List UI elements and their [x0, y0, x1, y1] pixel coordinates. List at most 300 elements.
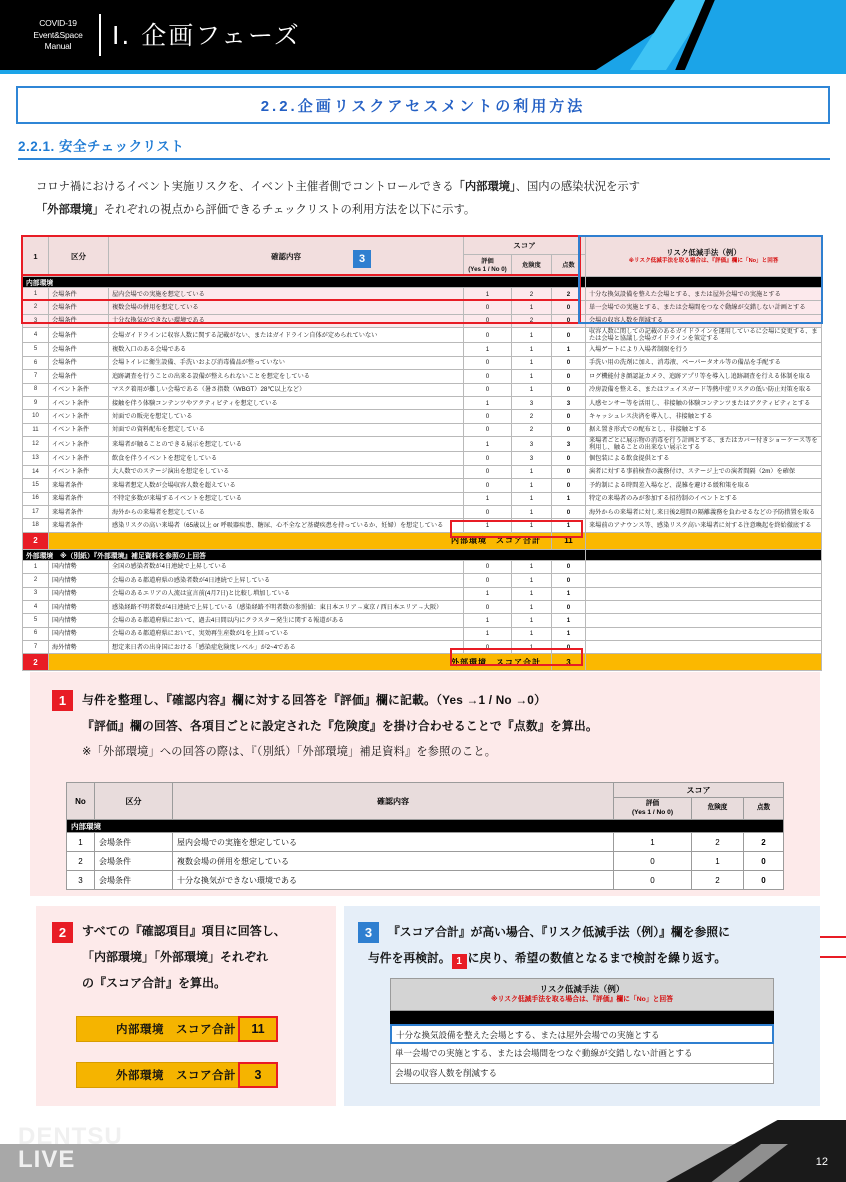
internal-total-row	[23, 532, 822, 549]
table-row	[23, 560, 822, 573]
cell-mitigation	[586, 627, 822, 640]
cell-content: 複数会場の併用を想定している	[109, 301, 464, 314]
cell-risk: 1	[511, 479, 551, 492]
cell-points: 0	[551, 383, 585, 396]
cell-kubun: 来場者条件	[49, 492, 109, 505]
cell-kubun: 会場条件	[95, 833, 173, 852]
cell-points: 1	[551, 627, 585, 640]
cell-content: 感染リスクの高い来場者（65歳以上 or 呼吸器疾患、糖尿、心不全など基礎疾患を持っているか、妊婦）を想定している	[109, 519, 464, 532]
cell-no: 7	[23, 370, 49, 383]
cell-no: 1	[23, 288, 49, 301]
cell-kubun: 国内情勢	[49, 614, 109, 627]
eval-sub-label: (Yes 1 / No 0)	[468, 265, 507, 273]
mitigation-row: 単一会場での実施とする、または会場間をつなぐ動線が交錯しない計画とする	[390, 1044, 774, 1064]
mitigation-box-title: リスク低減手法（例）	[539, 984, 625, 994]
cell-points: 0	[551, 465, 585, 478]
example-table-row	[67, 833, 784, 852]
cell-points: 1	[551, 519, 585, 532]
table-row	[23, 314, 822, 327]
cell-kubun: 来場者条件	[49, 479, 109, 492]
table-row	[23, 492, 822, 505]
risk-checklist-table	[22, 236, 822, 671]
cell-points: 1	[551, 492, 585, 505]
external-total-label: 外部環境 スコア合計	[49, 654, 552, 671]
cell-kubun: 国内情勢	[49, 627, 109, 640]
table-row	[23, 288, 822, 301]
badge-line-1: COVID-19	[39, 18, 77, 29]
cell-content: 十分な換気ができない環境である	[173, 871, 614, 890]
cell-content: 会場のある都道府県において、実効再生産数が1を上回っている	[109, 627, 464, 640]
cell-content: 大人数でのステージ演出を想定をしている	[109, 465, 464, 478]
cell-mitigation	[586, 574, 822, 587]
cell-risk: 2	[511, 314, 551, 327]
cell-kubun: イベント条件	[49, 465, 109, 478]
cell-content: 飲食を伴うイベントを想定をしている	[109, 452, 464, 465]
cell-points: 0	[744, 852, 784, 871]
cell-points: 0	[551, 641, 585, 654]
cell-no: 6	[23, 627, 49, 640]
cell-no: 2	[23, 574, 49, 587]
cell-mitigation: 人感センサー等を活用し、非接触の体験コンテンツまたはアクティビティとする	[586, 396, 822, 409]
cell-points: 0	[551, 574, 585, 587]
cell-no: 13	[23, 452, 49, 465]
cell-kubun: 国内情勢	[49, 587, 109, 600]
cell-risk: 2	[511, 410, 551, 423]
cell-points: 0	[551, 560, 585, 573]
cell-content: 追跡調査を行うことの出来る設備が整えられないことを想定をしている	[109, 370, 464, 383]
step-2-line-3: の『スコア合計』を算出。	[82, 976, 227, 990]
external-env-label: 外部環境 ※（別紙）『外部環境』補足資料を参照の上回答	[23, 549, 586, 560]
cell-no: 2	[23, 301, 49, 314]
cell-eval: 0	[463, 465, 511, 478]
table-row	[23, 396, 822, 409]
table-header-row-1	[23, 237, 822, 255]
col-header-kubun: 区分	[49, 237, 109, 277]
cell-no: 1	[67, 833, 95, 852]
cell-points: 1	[551, 614, 585, 627]
step-3-mitigation-box	[390, 978, 774, 1084]
internal-total-blank	[586, 532, 822, 549]
cell-points: 2	[551, 288, 585, 301]
cell-eval: 0	[463, 574, 511, 587]
cell-eval: 1	[463, 614, 511, 627]
cell-no: 7	[23, 641, 49, 654]
table-row	[23, 452, 822, 465]
cell-no: 18	[23, 519, 49, 532]
cell-mitigation: 来場前のアナウンス等、感染リスク高い来場者に対する注意喚起を終始徹底する	[586, 519, 822, 532]
cell-content: 屋内会場での実施を想定している	[173, 833, 614, 852]
step-3-line-2	[368, 949, 726, 969]
cell-eval: 0	[463, 370, 511, 383]
cell-mitigation: 会場の収容人数を削減する	[586, 314, 822, 327]
cell-risk: 2	[692, 833, 744, 852]
lead-text-2: 、国内の感染状況を示す	[515, 181, 640, 193]
cell-risk: 3	[511, 396, 551, 409]
cell-kubun: 会場条件	[49, 356, 109, 369]
mitigation-box-note: ※リスク低減手法を取る場合は、『評価』欄に「No」と回答	[490, 996, 674, 1004]
cell-no: 12	[23, 437, 49, 452]
section-title: 2.2.企画リスクアセスメントの利用方法	[260, 97, 586, 115]
cell-risk: 1	[511, 343, 551, 356]
cell-mitigation	[586, 587, 822, 600]
step-1-line-3: ※「外部環境」への回答の際は、『（別紙）「外部環境」補足資料』を参照のこと。	[82, 746, 497, 758]
cell-risk: 1	[511, 574, 551, 587]
example-band	[67, 820, 784, 833]
mitigation-row: 会場の収容人数を削減する	[390, 1064, 774, 1084]
cell-risk: 1	[511, 600, 551, 613]
cell-no: 5	[23, 343, 49, 356]
example-col-no: No	[67, 783, 95, 820]
cell-eval: 0	[463, 356, 511, 369]
cell-content: 不特定多数が来場するイベントを想定している	[109, 492, 464, 505]
cell-no: 2	[67, 852, 95, 871]
example-col-eval	[614, 798, 692, 820]
table-row	[23, 479, 822, 492]
cell-content: 対面での販売を想定している	[109, 410, 464, 423]
cell-mitigation	[586, 560, 822, 573]
step-2-line-2: 「内部環境」「外部環境」それぞれ	[82, 950, 269, 964]
badge-line-3: Manual	[44, 41, 72, 52]
manual-badge	[24, 10, 92, 60]
cell-risk: 1	[511, 519, 551, 532]
cell-mitigation: 演者に対する事前検査の義務付け、ステージ上での演者間隔（2m）を確保	[586, 465, 822, 478]
internal-score-pill: 内部環境 スコア合計	[76, 1016, 276, 1042]
step-2-panel	[36, 906, 336, 1106]
internal-env-label: 内部環境	[23, 277, 586, 288]
cell-points: 0	[744, 871, 784, 890]
cell-risk: 1	[511, 465, 551, 478]
cell-eval: 1	[463, 437, 511, 452]
cell-eval: 1	[463, 519, 511, 532]
cell-no: 6	[23, 356, 49, 369]
step-3-inline-tag: 1	[452, 954, 467, 969]
cell-mitigation: 冷房設備を整える、またはフェイスガード等熱中症リスクの低い防止対策を取る	[586, 383, 822, 396]
cell-points: 1	[551, 587, 585, 600]
cell-mitigation: 個包装による飲食提供とする	[586, 452, 822, 465]
step-3-line-2-a: 与件を再検討。	[368, 951, 451, 965]
cell-risk: 1	[511, 587, 551, 600]
cell-eval: 1	[463, 492, 511, 505]
example-header-row-1	[67, 783, 784, 798]
table-row	[23, 343, 822, 356]
table-row	[23, 301, 822, 314]
cell-mitigation: ログ機能付き顔認証カメラ、追跡アプリ等を導入し追跡調査を行える体制を取る	[586, 370, 822, 383]
external-total-value: 3	[551, 654, 585, 671]
header-underline	[0, 70, 846, 74]
cell-kubun: 国内情勢	[49, 600, 109, 613]
brand-logo	[18, 1123, 123, 1173]
mitigation-box-header	[390, 978, 774, 1011]
cell-content: 接触を伴う体験コンテンツやアクティビティを想定している	[109, 396, 464, 409]
cell-eval: 0	[614, 852, 692, 871]
lead-text-3: それぞれの視点から評価できるチェックリストの利用方法を以下に示す。	[103, 203, 476, 216]
cell-content: 感染経路不明者数が4日連続で上昇している（感染経路不明者数の参照値：東日本エリア→東京 / 西日本エリア→大阪）	[109, 600, 464, 613]
col-header-score-group: スコア	[463, 237, 585, 255]
step-2-tag: 2	[52, 922, 73, 943]
cell-no: 3	[23, 314, 49, 327]
cell-eval: 0	[463, 410, 511, 423]
example-table-row	[67, 852, 784, 871]
cell-content: 対面での資料配布を想定している	[109, 423, 464, 436]
cell-risk: 1	[511, 370, 551, 383]
table-row	[23, 437, 822, 452]
internal-score-pill-value: 11	[238, 1016, 278, 1042]
example-eval-sub: (Yes 1 / No 0)	[631, 808, 674, 816]
cell-mitigation: 来場者ごとに展示物の消毒を行う計画とする、またはカバー付きショーケース等を利用し、触ることの出来ない展示とする	[586, 437, 822, 452]
step-3-tag: 3	[358, 922, 379, 943]
page-footer	[0, 1120, 846, 1182]
cell-mitigation	[586, 600, 822, 613]
cell-content: 来場者が触ることのできる展示を想定している	[109, 437, 464, 452]
cell-eval: 1	[463, 288, 511, 301]
table-row	[23, 587, 822, 600]
table-row	[23, 614, 822, 627]
step-1-tag: 1	[52, 690, 73, 711]
cell-points: 0	[551, 356, 585, 369]
example-col-pt: 点数	[744, 798, 784, 820]
lead-bold-external: 「外部環境」	[36, 203, 104, 216]
example-table-row	[67, 871, 784, 890]
page-header	[0, 0, 846, 70]
col-header-risk: 危険度	[511, 255, 551, 277]
cell-eval: 0	[463, 641, 511, 654]
cell-points: 0	[551, 479, 585, 492]
cell-points: 0	[551, 328, 585, 343]
table-row	[23, 356, 822, 369]
cell-points: 3	[551, 396, 585, 409]
mitigation-band-2	[586, 549, 822, 560]
cell-points: 0	[551, 600, 585, 613]
cell-risk: 2	[692, 871, 744, 890]
col-header-content: 確認内容	[109, 237, 464, 277]
cell-kubun: イベント条件	[49, 410, 109, 423]
cell-risk: 1	[511, 301, 551, 314]
cell-no: 3	[23, 587, 49, 600]
page-number: 12	[815, 1156, 828, 1168]
table-row	[23, 574, 822, 587]
cell-kubun: 来場者条件	[49, 519, 109, 532]
cell-eval: 0	[463, 479, 511, 492]
step-1-line-1: 与件を整理し、『確認内容』欄に対する回答を『評価』欄に記載。（Yes →1 / No →0）	[82, 693, 547, 707]
cell-content: 十分な換気ができない環境である	[109, 314, 464, 327]
callout-tag-3: 3	[353, 250, 371, 268]
cell-no: 3	[67, 871, 95, 890]
cell-points: 0	[551, 314, 585, 327]
brand-logo-line-1: DENTSU	[18, 1123, 123, 1150]
table-row	[23, 505, 822, 518]
cell-kubun: 会場条件	[49, 328, 109, 343]
cell-no: 1	[23, 560, 49, 573]
cell-kubun: 海外情勢	[49, 641, 109, 654]
mitigation-note: ※リスク低減手法を取る場合は、『評価』欄に「No」と回答	[628, 257, 779, 264]
table-row	[23, 600, 822, 613]
table-row	[23, 370, 822, 383]
cell-points: 3	[551, 437, 585, 452]
cell-content: 会場のあるエリアの人流は宣言前(4月7日)と比較し増加している	[109, 587, 464, 600]
external-env-band	[23, 549, 822, 560]
cell-points: 0	[551, 452, 585, 465]
internal-total-label: 内部環境 スコア合計	[49, 532, 552, 549]
table-row	[23, 423, 822, 436]
example-col-risk: 危険度	[692, 798, 744, 820]
cell-kubun: 会場条件	[49, 288, 109, 301]
lead-bold-internal: 「内部環境」	[453, 181, 516, 193]
cell-mitigation: 収容人数に関しての記載のあるガイドラインを運用しているに会場に変更する、または会場と協議し会場ガイドラインを策定する	[586, 328, 822, 343]
cell-kubun: 会場条件	[49, 370, 109, 383]
cell-kubun: 国内情勢	[49, 560, 109, 573]
cell-risk: 1	[511, 614, 551, 627]
step-1-line-2: 『評価』欄の回答、各項目ごとに設定された『危険度』を掛け合わせることで『点数』を算出。	[82, 719, 598, 733]
external-score-pill-value: 3	[238, 1062, 278, 1088]
cell-mitigation: 入場ゲートにより入場者制限を行う	[586, 343, 822, 356]
cell-content: 全国の感染者数が4日連続で上昇している	[109, 560, 464, 573]
cell-content: マスク着用が難しい会場である（暑さ指数（WBGT）28℃以上など）	[109, 383, 464, 396]
cell-eval: 0	[463, 383, 511, 396]
cell-content: 複数会場の併用を想定している	[173, 852, 614, 871]
cell-risk: 1	[511, 505, 551, 518]
cell-eval: 1	[463, 343, 511, 356]
cell-points: 0	[551, 423, 585, 436]
cell-risk: 2	[511, 423, 551, 436]
cell-content: 会場のある都道府県において、過去4日間以内にクラスター発生に関する報道がある	[109, 614, 464, 627]
cell-points: 1	[551, 343, 585, 356]
internal-total-value: 11	[551, 532, 585, 549]
cell-no: 17	[23, 505, 49, 518]
cell-mitigation: 特定の来場者のみが参加する招待制のイベントとする	[586, 492, 822, 505]
table-row	[23, 465, 822, 478]
cell-points: 0	[551, 301, 585, 314]
cell-risk: 1	[511, 492, 551, 505]
cell-kubun: 会場条件	[95, 871, 173, 890]
cell-risk: 1	[692, 852, 744, 871]
example-band-label: 内部環境	[67, 820, 784, 833]
cell-mitigation: 予約制による時間差入場など、混雑を避ける緩和策を取る	[586, 479, 822, 492]
example-eval-label: 評価	[645, 799, 660, 807]
cell-content: 会場ガイドラインに収容人数に関する記載がない、またはガイドライン自体が定められていない	[109, 328, 464, 343]
callout-tag-2-external: 2	[23, 654, 49, 671]
cell-no: 11	[23, 423, 49, 436]
cell-risk: 1	[511, 641, 551, 654]
cell-points: 0	[551, 410, 585, 423]
cell-kubun: 国内情勢	[49, 574, 109, 587]
header-diagonal-accent	[596, 0, 846, 70]
cell-content: 想定来日者の出身国における「感染症危険度レベル」が2~4である	[109, 641, 464, 654]
badge-line-2: Event&Space	[33, 29, 83, 40]
cell-eval: 1	[463, 587, 511, 600]
cell-no: 4	[23, 328, 49, 343]
mitigation-row: 十分な換気設備を整えた会場とする、または屋外会場での実施とする	[390, 1024, 774, 1044]
cell-eval: 0	[463, 423, 511, 436]
cell-content: 会場トイレに衛生設備、手洗いおよび消毒備品が整っていない	[109, 356, 464, 369]
step-2-line-1: すべての『確認項目』項目に回答し、	[82, 924, 286, 938]
cell-kubun: イベント条件	[49, 452, 109, 465]
example-col-score: スコア	[614, 783, 784, 798]
cell-risk: 3	[511, 437, 551, 452]
cell-eval: 0	[463, 452, 511, 465]
cell-mitigation: 据え置き形式での配布とし、非接触とする	[586, 423, 822, 436]
cell-content: 海外からの来場者を想定している	[109, 505, 464, 518]
table-row	[23, 641, 822, 654]
step-1-example-table	[66, 782, 784, 890]
cell-kubun: イベント条件	[49, 383, 109, 396]
cell-kubun: 会場条件	[49, 301, 109, 314]
cell-content: 屋内会場での実施を想定している	[109, 288, 464, 301]
external-total-row	[23, 654, 822, 671]
cell-kubun: イベント条件	[49, 437, 109, 452]
cell-mitigation: 十分な換気設備を整えた会場とする、または屋外会場での実施とする	[586, 288, 822, 301]
mitigation-box-band	[390, 1011, 774, 1024]
cell-kubun: 来場者条件	[49, 505, 109, 518]
cell-no: 16	[23, 492, 49, 505]
cell-risk: 1	[511, 560, 551, 573]
table-row	[23, 519, 822, 532]
cell-points: 0	[551, 370, 585, 383]
cell-kubun: イベント条件	[49, 423, 109, 436]
cell-mitigation: 手洗い用の洗剤に加え、消毒液、ペーパータオル等の備品を手配する	[586, 356, 822, 369]
table-row	[23, 627, 822, 640]
example-col-content: 確認内容	[173, 783, 614, 820]
cell-eval: 0	[463, 314, 511, 327]
cell-no: 10	[23, 410, 49, 423]
cell-eval: 0	[463, 560, 511, 573]
cell-risk: 1	[511, 383, 551, 396]
section-title-box	[16, 86, 830, 124]
cell-points: 2	[744, 833, 784, 852]
table-row	[23, 383, 822, 396]
cell-risk: 2	[511, 288, 551, 301]
cell-kubun: 会場条件	[49, 343, 109, 356]
cell-no: 4	[23, 600, 49, 613]
cell-mitigation	[586, 641, 822, 654]
callout-tag-1: 1	[23, 237, 49, 277]
page-title: Ⅰ. 企画フェーズ	[112, 21, 301, 50]
cell-eval: 0	[463, 505, 511, 518]
cell-eval: 0	[463, 600, 511, 613]
eval-label: 評価	[481, 257, 494, 265]
cell-content: 複数入口のある会場である	[109, 343, 464, 356]
lead-paragraph	[36, 176, 826, 221]
table-row	[23, 328, 822, 343]
table-row	[23, 410, 822, 423]
brand-logo-line-2: LIVE	[18, 1145, 76, 1173]
cell-no: 9	[23, 396, 49, 409]
cell-points: 0	[551, 505, 585, 518]
cell-risk: 1	[511, 356, 551, 369]
cell-content: 来場者想定人数が会場収容人数を超えている	[109, 479, 464, 492]
cell-no: 15	[23, 479, 49, 492]
step-3-line-2-b: に戻り、希望の数値となるまで検討を繰り返す。	[467, 951, 727, 965]
cell-no: 14	[23, 465, 49, 478]
step-3-panel	[344, 906, 820, 1106]
cell-mitigation: 海外からの来場者に対し来日後2週間の隔離義務を負わせるなどの予防措置を取る	[586, 505, 822, 518]
cell-eval: 1	[614, 833, 692, 852]
header-divider	[99, 14, 101, 56]
step-1-panel	[30, 672, 820, 896]
cell-kubun: 会場条件	[49, 314, 109, 327]
cell-mitigation: 単一会場での実施とする、または会場間をつなぐ動線が交錯しない計画とする	[586, 301, 822, 314]
cell-eval: 0	[614, 871, 692, 890]
mitigation-band	[586, 277, 822, 288]
col-header-points: 点数	[551, 255, 585, 277]
cell-risk: 3	[511, 452, 551, 465]
cell-risk: 1	[511, 328, 551, 343]
subsection-rule	[18, 158, 830, 160]
cell-eval: 0	[463, 328, 511, 343]
cell-eval: 0	[463, 301, 511, 314]
cell-eval: 1	[463, 627, 511, 640]
cell-risk: 1	[511, 627, 551, 640]
cell-content: 会場のある都道府県の感染者数が4日連続で上昇している	[109, 574, 464, 587]
